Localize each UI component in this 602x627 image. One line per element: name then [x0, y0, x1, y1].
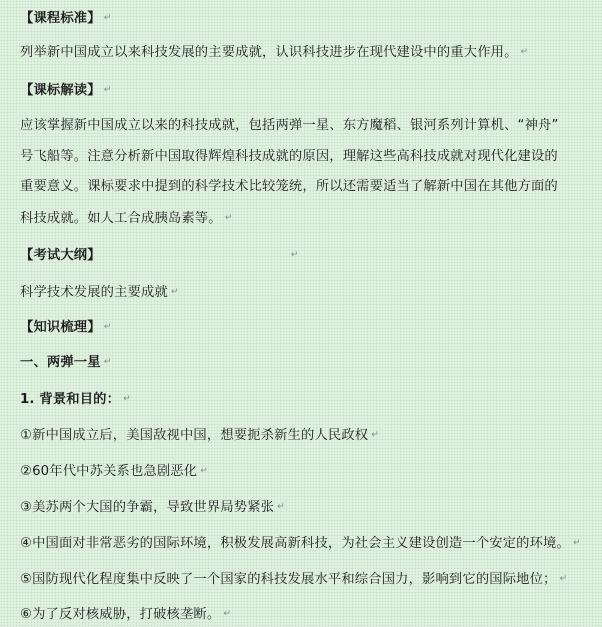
heading-standard-interpretation: 【课标解读】 ↵: [20, 83, 112, 98]
heading-knowledge-review: 【知识梳理】 ↵: [20, 320, 112, 335]
paragraph-mark-icon: ↵: [103, 322, 112, 332]
heading-curriculum-standard: 【课程标准】 ↵: [20, 11, 112, 26]
paragraph-mark-icon: ↵: [103, 357, 112, 367]
section-two-bombs-one-satellite: 一、两弹一星 ↵: [20, 355, 112, 370]
paragraph-mark-icon: ↵: [290, 250, 299, 260]
text-interpretation-line-4: 科技成就。如人工合成胰岛素等。 ↵: [20, 211, 233, 226]
list-item-5: ⑤国防现代化程度集中反映了一个国家的科技发展水平和综合国力，影响到它的国际地位； ↵: [20, 572, 568, 587]
list-item-2: ②60年代中苏关系也急剧恶化 ↵: [20, 464, 208, 479]
text-curriculum-standard: 列举新中国成立以来科技发展的主要成就，认识科技进步在现代建设中的重大作用。 ↵: [20, 45, 529, 60]
paragraph-mark-icon: ↵: [123, 394, 131, 404]
paragraph-mark-icon: ↵: [223, 609, 232, 619]
text-interpretation-line-2: 号飞船等。注意分析新中国取得辉煌科技成就的原因，理解这些高科技成就对现代化建设的: [20, 149, 558, 164]
list-item-6: ⑥为了反对核威胁，打破核垄断。 ↵: [20, 607, 232, 622]
text-interpretation-line-3: 重要意义。课标要求中提到的科学技术比较笼统，所以还需要适当了解新中国在其他方面的: [20, 179, 558, 194]
list-item-1: ①新中国成立后，美国敌视中国，想要扼杀新生的人民政权 ↵: [20, 428, 379, 443]
paragraph-mark-icon: ↵: [170, 287, 179, 297]
paragraph-mark-icon: ↵: [371, 430, 379, 440]
paragraph-mark-icon: ↵: [103, 13, 112, 23]
paragraph-mark-icon: ↵: [572, 538, 581, 548]
paragraph-mark-icon: ↵: [103, 85, 112, 95]
paragraph-mark-icon: ↵: [277, 502, 285, 512]
subsection-background-purpose: 1. 背景和目的： ↵: [20, 392, 131, 407]
heading-exam-outline: 【考试大纲】 ↵: [20, 248, 299, 263]
paragraph-mark-icon: ↵: [200, 466, 208, 476]
text-exam-outline: 科学技术发展的主要成就 ↵: [20, 285, 179, 300]
text-interpretation-line-1: 应该掌握新中国成立以来的科技成就，包括两弹一星、东方魔稻、银河系列计算机、“神舟”: [20, 118, 559, 133]
paragraph-mark-icon: ↵: [520, 47, 529, 57]
paragraph-mark-icon: ↵: [224, 213, 233, 223]
list-item-3: ③美苏两个大国的争霸，导致世界局势紧张 ↵: [20, 500, 285, 515]
paragraph-mark-icon: ↵: [559, 574, 568, 584]
list-item-4: ④中国面对非常恶劣的国际环境，积极发展高新科技，为社会主义建设创造一个安定的环境。 ↵: [20, 536, 581, 551]
